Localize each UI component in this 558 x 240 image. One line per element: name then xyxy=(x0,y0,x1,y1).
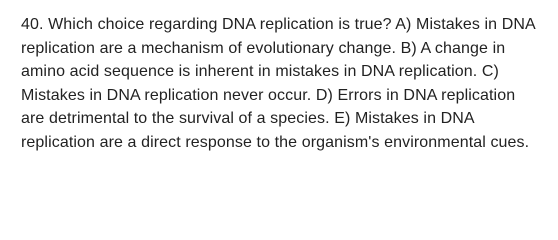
question-text: 40. Which choice regarding DNA replication is true? A) Mistakes in DNA replication are a mechanism of evolutionary change. B) A change in amino acid sequence is inherent in mistakes in DNA replication. C) Mistakes in DNA replication never occur. D) Errors in DNA replication are detrimental to the survival of a species. E) Mistakes in DNA replication are a direct response to the organism's environmental cues. xyxy=(21,16,535,151)
